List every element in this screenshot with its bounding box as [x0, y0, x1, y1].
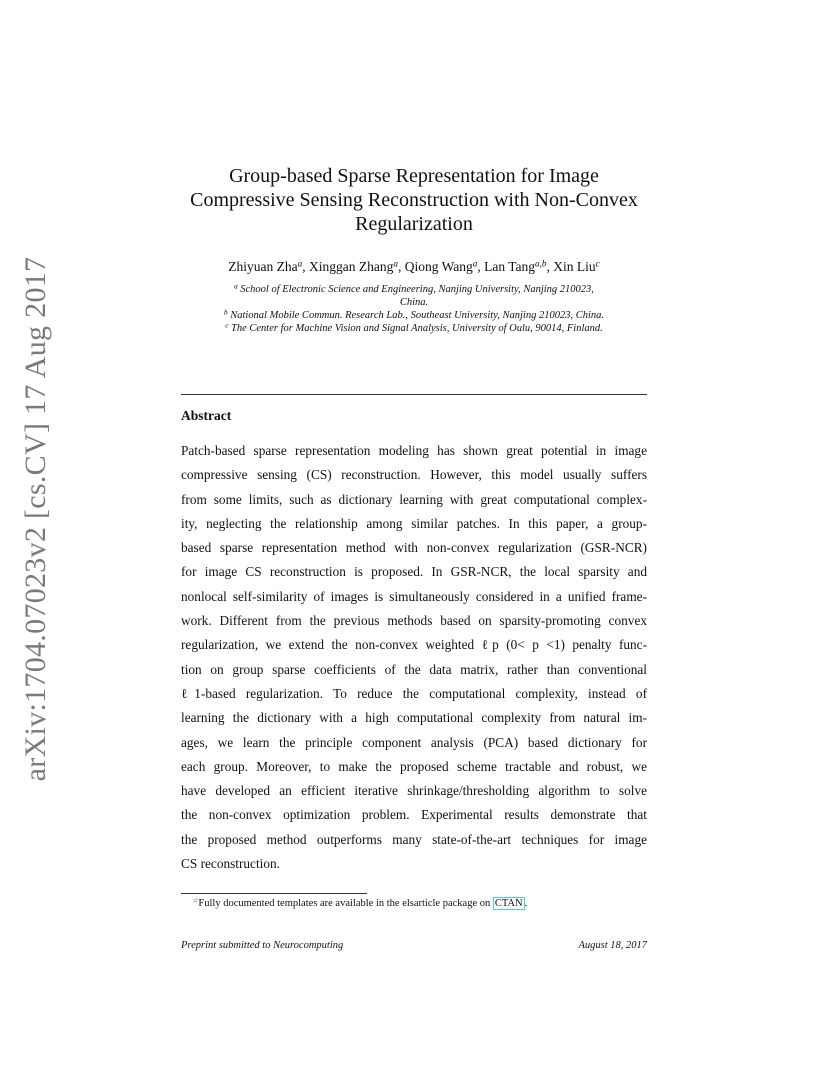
footnote-mark: ☆ — [192, 896, 199, 905]
ctan-link[interactable]: CTAN — [494, 898, 523, 909]
affiliation-mark: c — [225, 321, 229, 330]
arxiv-identifier: arXiv:1704.07023v2 [cs.CV] 17 Aug 2017 — [19, 256, 52, 782]
abstract-top-rule — [181, 394, 647, 395]
abstract-line: regularization, we extend the non-convex weighted ℓp (0< p <1) penalty func- — [181, 637, 647, 653]
paper-title — [182, 164, 646, 236]
preprint-date: August 18, 2017 — [578, 940, 647, 951]
abstract-line: tion on group sparse coefficients of the data matrix, rather than conventional — [181, 661, 647, 677]
title-line: Group-based Sparse Representation for Image — [229, 165, 599, 187]
author-name: Lan Tang — [484, 259, 536, 274]
author-name: Xin Liu — [553, 259, 596, 274]
abstract-line: Patch-based sparse representation modeling has shown great potential in image — [181, 443, 647, 458]
affiliation-list — [182, 283, 646, 335]
abstract-line: the proposed method outperforms many state-of-the-art techniques for image — [181, 831, 647, 847]
author-name: Qiong Wang — [404, 259, 473, 274]
abstract-line: compressive sensing (CS) reconstruction. However, this model usually suffers — [181, 467, 647, 483]
affiliation-mark: a — [234, 282, 238, 291]
abstract-body — [181, 439, 647, 876]
title-line: Regularization — [355, 213, 473, 235]
author-name: Xinggan Zhang — [309, 259, 394, 274]
author-affiliation-mark: a — [472, 258, 478, 269]
abstract-line: CS reconstruction. — [181, 856, 280, 872]
author-name: Zhiyuan Zha — [228, 259, 298, 274]
abstract-line: each group. Moreover, to make the proposed scheme tractable and robust, we — [181, 758, 647, 774]
title-line: Compressive Sensing Reconstruction with Non-Convex — [190, 189, 638, 211]
abstract-heading: Abstract — [181, 408, 232, 423]
author-affiliation-mark: a,b — [535, 258, 547, 269]
author-affiliation-mark: a — [297, 258, 303, 269]
abstract-line: nonlocal self-similarity of images is simultaneously considered in a unified frame- — [181, 588, 647, 604]
abstract-line: work. Different from the previous methods based on sparsity-promoting convex — [181, 613, 647, 629]
author-list: Zhiyuan Zha$^a$, Xinggan Zhang$^a$, Qiong Wang$^a$, Lan Tang$^{a,b}$, Xin Liu$^c$ — [228, 258, 600, 274]
abstract-line: ℓ1-based regularization. To reduce the computational complexity, instead of — [181, 685, 647, 701]
affiliation-line: $^a$ School of Electronic Science and Engineering, Nanjing University, Nanjing 210023, — [234, 282, 594, 295]
abstract-line: from some limits, such as dictionary learning with great computational complex- — [181, 491, 647, 507]
abstract-line: based sparse representation method with non-convex regularization (GSR-NCR) — [181, 540, 647, 556]
preprint-note: Preprint submitted to Neurocomputing — [181, 940, 344, 951]
abstract-line: the non-convex optimization problem. Experimental results demonstrate that — [181, 807, 647, 823]
abstract-line: learning the dictionary with a high computational complexity from natural im- — [181, 710, 647, 726]
footnote: ☆Fully documented templates are available in the elsarticle package on CTAN . — [192, 896, 528, 909]
author-affiliation-mark: a — [393, 258, 398, 269]
footnote-rule — [181, 893, 367, 894]
author-affiliation-mark: c — [595, 258, 600, 269]
abstract-line: ity, neglecting the relationship among similar patches. In this paper, a group- — [181, 515, 647, 531]
affiliation-line: $^b$ National Mobile Commun. Research Lab., Southeast University, Nanjing 210023, China. — [224, 308, 604, 321]
affiliation-line: $^c$ The Center for Machine Vision and Signal Analysis, University of Oulu, 90014, Finland. — [225, 321, 603, 334]
abstract-line: for image CS reconstruction is proposed. In GSR-NCR, the local sparsity and — [181, 564, 647, 580]
affiliation-mark: b — [224, 308, 228, 317]
abstract-line: ages, we learn the principle component analysis (PCA) based dictionary for — [181, 734, 647, 750]
affiliation-line: China. — [399, 297, 429, 308]
abstract-line: have developed an efficient iterative shrinkage/thresholding algorithm to solve — [181, 783, 647, 799]
